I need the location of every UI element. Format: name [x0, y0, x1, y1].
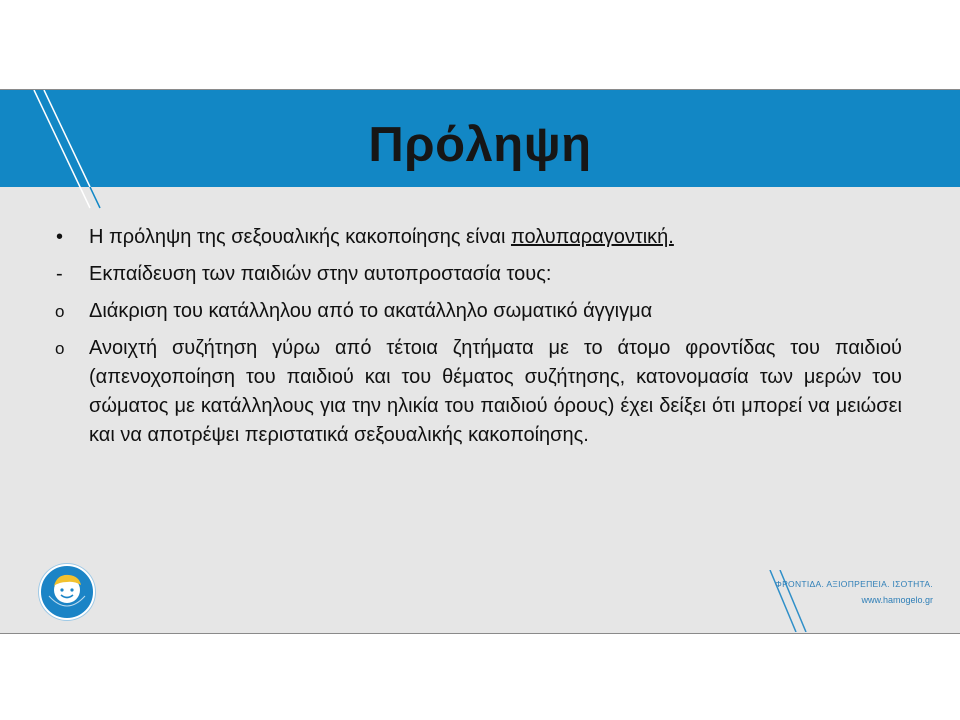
- slide-title: Πρόληψη: [368, 118, 592, 172]
- sub-item: [50, 297, 902, 326]
- sub-item: [50, 334, 902, 450]
- dash-item: [50, 260, 902, 289]
- organization-tagline: ΦΡΟΝΤΙΔΑ. ΑΞΙΟΠΡΕΠΕΙΑ. ΙΣΟΤΗΤΑ.: [774, 579, 933, 589]
- website-link: www.hamogelo.gr: [861, 595, 933, 605]
- sub-item-text: Διάκριση του κατάλληλου από το ακατάλληλο σωματικό άγγιγμα: [89, 300, 653, 322]
- dash-text: Εκπαίδευση των παιδιών στην αυτοπροστασία τους:: [89, 263, 552, 285]
- sub-item-text: Ανοιχτή συζήτηση γύρω από τέτοια ζητήματα με το άτομο φροντίδας του παιδιού (απενοχοποίηση του παιδιού και του θέματος συζήτησης, κατονομασία των μερών του σώματος με κατάλληλους για την ηλικία του παιδιού όρους) έχει δείξει ότι μπορεί να μειώσει και να αποτρέψει περιστατικά σεξουαλικής κακοποίησης.: [89, 337, 902, 446]
- slide: [0, 89, 960, 634]
- dash-marker: -: [56, 263, 63, 285]
- bullet-text: Η πρόληψη της σεξουαλικής κακοποίησης είναι: [89, 226, 511, 248]
- underlined-keyword: πολυπαραγοντική.: [510, 226, 674, 248]
- bullet-marker: •: [56, 226, 64, 248]
- bullet-list: [50, 223, 902, 458]
- circle-marker: o: [55, 339, 65, 358]
- smile-of-the-child-logo-icon: [41, 566, 93, 618]
- circle-marker: o: [55, 302, 65, 321]
- bullet-item: [50, 223, 902, 252]
- organization-logo: [39, 564, 95, 620]
